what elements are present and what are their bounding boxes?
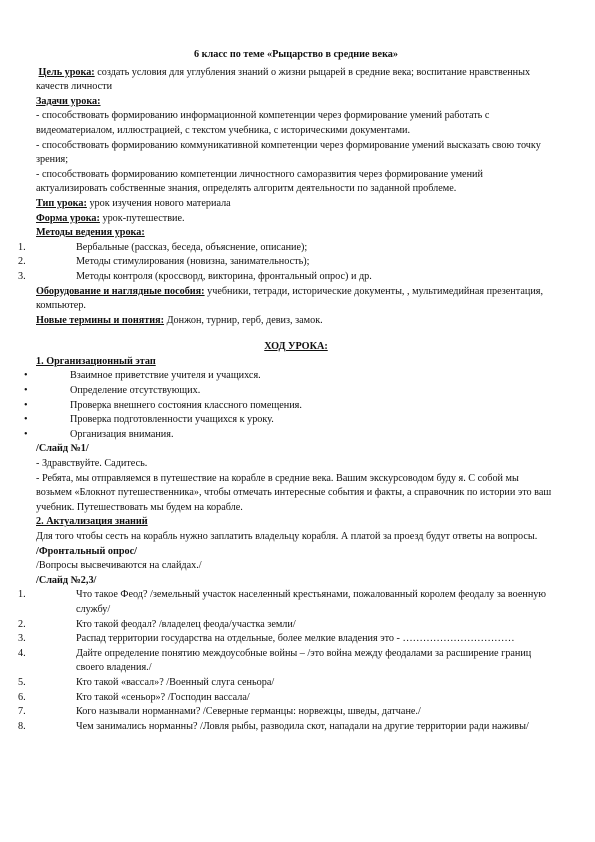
stage1-heading-text: 1. Организационный этап <box>36 355 156 367</box>
stage1-item-text: Определение отсутствующих. <box>70 385 201 397</box>
question-text: Кто такой «сеньор»? /Господин вассала/ <box>76 691 250 703</box>
list-number: 8. <box>18 720 26 732</box>
stage1-item <box>24 399 556 414</box>
stage1-item <box>24 428 556 443</box>
stage1-item <box>24 413 556 428</box>
bullet-icon: • <box>24 428 28 440</box>
task-item: - способствовать формированию коммуникативной компетенции через формирование умений высказать свою точку зрения; <box>36 139 541 166</box>
dialogue-line: - Ребята, мы отправляемся в путешествие на корабле в средние века. Вашим экскурсоводом буду я. С собой мы возьмем «Блокнот путешественника», чтобы отмечать интересные события и факты, а справочник по истории это ваш учебник. Путешествовать мы будем на корабле. <box>36 472 552 513</box>
goal-label: Цель урока: <box>38 66 95 78</box>
lesson-type-text: урок изучения нового материала <box>86 197 231 209</box>
lesson-type-label: Тип урока: <box>36 197 87 209</box>
lesson-form-text: урок-путешествие. <box>99 212 185 224</box>
stage1-item <box>24 369 556 384</box>
goal-text: создать условия для углубления знаний о жизни рыцарей в средние века; воспитание нравственных качеств личности <box>36 66 531 93</box>
stage1-item-text: Проверка подготовленности учащихся к уроку. <box>70 414 274 426</box>
method-text: Методы стимулирования (новизна, занимательность); <box>76 256 310 268</box>
dialogue-line: - Здравствуйте. Садитесь. <box>36 458 148 470</box>
bullet-icon: • <box>24 399 28 411</box>
bullet-icon: • <box>24 414 28 426</box>
stage2-intro: Для того чтобы сесть на корабль нужно заплатить владельцу корабля. А платой за проезд будут ответы на вопросы. <box>36 531 538 542</box>
method-text: Вербальные (рассказ, беседа, объяснение, описание); <box>76 241 308 253</box>
list-number: 4. <box>18 647 26 659</box>
terms-text: Донжон, турнир, герб, девиз, замок. <box>164 314 323 326</box>
question-text: Кто такой «вассал»? /Военный слуга сеньора/ <box>76 676 275 688</box>
terms-label: Новые термины и понятия: <box>36 314 165 326</box>
stage1-item-text: Проверка внешнего состояния классного помещения. <box>70 399 302 411</box>
methods-heading <box>36 226 556 241</box>
question-text: Дайте определение понятию междоусобные войны – /это война между феодалами за расширение границ своего владения./ <box>76 647 532 674</box>
question-item <box>18 676 556 691</box>
question-text: Кого называли норманнами? /Северные германцы: норвежцы, шведы, датчане./ <box>76 706 421 718</box>
question-text: Распад территории государства на отдельные, более мелкие владения это - …………………………… <box>76 633 515 645</box>
question-item <box>18 618 556 633</box>
equipment-label: Оборудование и наглядные пособия: <box>36 285 205 297</box>
stage1-item-text: Взаимное приветствие учителя и учащихся. <box>70 370 261 382</box>
course-heading: ХОД УРОКА: <box>264 341 328 353</box>
slide-marker: /Слайд №2,3/ <box>36 574 97 586</box>
equipment-paragraph <box>36 285 556 314</box>
tasks-heading <box>36 95 556 110</box>
method-text: Методы контроля (кроссворд, викторина, фронтальный опрос) и др. <box>76 270 372 282</box>
list-number: 3. <box>18 270 26 282</box>
lesson-type-paragraph <box>36 197 556 212</box>
survey-note: /Вопросы высвечиваются на слайдах./ <box>36 560 202 572</box>
equipment-text: учебники, тетради, исторические документы, , мультимедийная презентация, компьютер. <box>36 285 543 312</box>
document-content <box>18 48 556 734</box>
list-number: 2. <box>18 256 26 268</box>
lesson-form-label: Форма урока: <box>36 212 100 224</box>
goal-paragraph <box>36 66 556 95</box>
tasks-label: Задачи урока: <box>36 95 101 107</box>
question-item <box>18 691 556 706</box>
list-number: 3. <box>18 633 26 645</box>
question-item <box>18 720 556 735</box>
question-item <box>18 647 556 676</box>
survey-marker: /Фронтальный опрос/ <box>36 545 137 557</box>
slide-marker: /Слайд №1/ <box>36 443 89 455</box>
list-number: 7. <box>18 706 26 718</box>
method-item <box>18 255 556 270</box>
terms-paragraph <box>36 314 556 329</box>
question-text: Чем занимались норманны? /Ловля рыбы, разводила скот, нападали на другие территории ради наживы/ <box>76 720 529 732</box>
stage1-item <box>24 384 556 399</box>
method-item <box>18 270 556 285</box>
question-item <box>18 588 556 617</box>
question-item <box>18 705 556 720</box>
method-item <box>18 241 556 256</box>
stage2-heading-text: 2. Актуализация знаний <box>36 516 148 528</box>
bullet-icon: • <box>24 385 28 397</box>
list-number: 1. <box>18 241 26 253</box>
question-text: Кто такой феодал? /владелец феода/участка земли/ <box>76 618 296 630</box>
lesson-form-paragraph <box>36 212 556 227</box>
list-number: 1. <box>18 589 26 601</box>
list-number: 5. <box>18 676 26 688</box>
task-item: - способствовать формированию информационной компетенции через формирование умений работать с видеоматериалом, иллюстрацией, с текстом учебника, с историческими документами. <box>36 110 490 136</box>
question-text: Что такое Феод? /земельный участок населенный крестьянами, пожалованный королем феодалу за военную службу/ <box>76 589 547 615</box>
methods-label: Методы ведения урока: <box>36 227 145 239</box>
bullet-icon: • <box>24 370 28 382</box>
question-item <box>18 632 556 647</box>
task-item: - способствовать формированию компетенции личностного саморазвития через формирование умений актуализировать собственные знания, определять алгоритм деятельности по заданной проблеме. <box>36 168 483 195</box>
stage1-heading <box>36 355 556 370</box>
document-title: 6 класс по теме «Рыцарство в средние века» <box>194 49 398 60</box>
stage2-heading <box>36 515 556 530</box>
list-number: 6. <box>18 691 26 703</box>
list-number: 2. <box>18 618 26 630</box>
stage1-item-text: Организация внимания. <box>70 428 174 440</box>
